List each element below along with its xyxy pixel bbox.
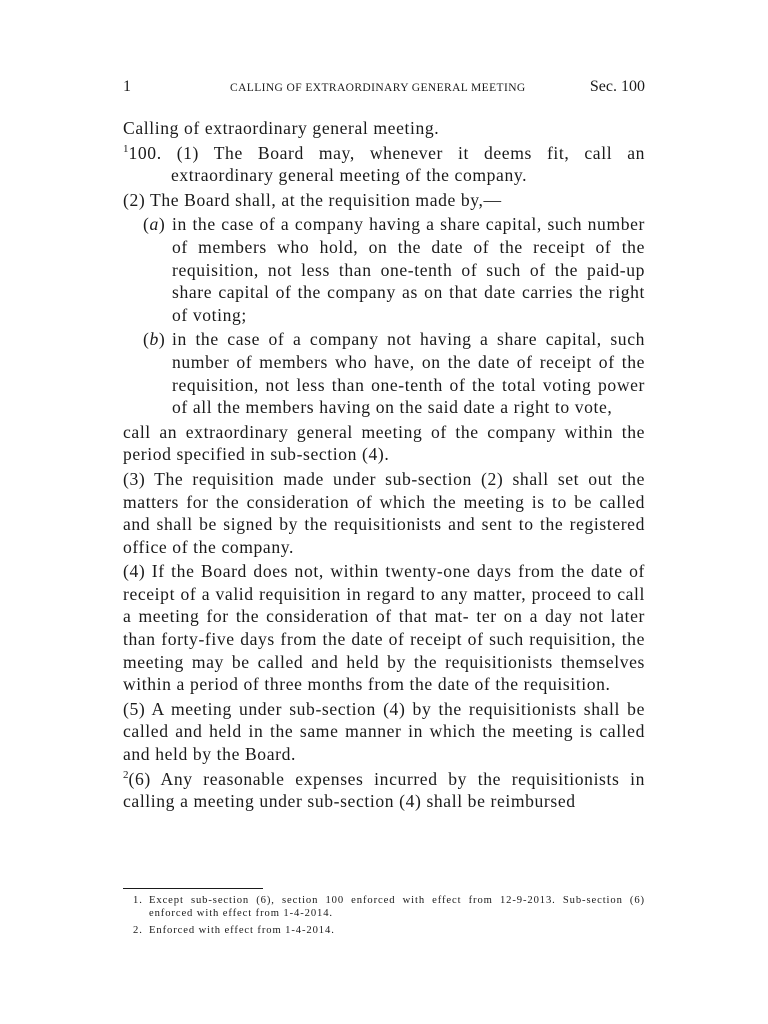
- subsection-1-text: 100. (1) The Board may, whenever it deems fit, call an extraordinary general meeting of the company.: [128, 142, 645, 186]
- subsection-6: [123, 768, 645, 813]
- footnote-1: [123, 894, 645, 920]
- page-number: 1: [123, 78, 131, 95]
- subsection-3: (3) The requisition made under sub-section (2) shall set out the matters for the consideration of which the meeting is to be called and shall be signed by the requisitionists and sent to the registered office of the company.: [123, 468, 645, 557]
- subsection-4: (4) If the Board does not, within twenty-one days from the date of receipt of a valid requisition in regard to any matter, proceed to call a meeting for the consideration of that mat- ter on a day not later than forty-five days from the date of receipt of such requisition, the meeting may be called and held by the requisitionists themselves within a period of three months from the date of the requisition.: [123, 561, 645, 695]
- subsection-1: [123, 142, 645, 187]
- footnote-text: Except sub-section (6), section 100 enforced with effect from 12-9-2013. Sub-section (6) enforced with effect from 1-4-2014.: [149, 895, 645, 920]
- footnote-text: Enforced with effect from 1-4-2014.: [149, 925, 335, 937]
- subsection-5: (5) A meeting under sub-section (4) by the requisitionists shall be called and held in the same manner in which the meeting is called and held by the Board.: [123, 698, 645, 765]
- footnote-ref-1[interactable]: 1: [123, 142, 129, 155]
- footnotes: [123, 894, 645, 942]
- subsection-2-intro: (2) The Board shall, at the requisition made by,—: [123, 189, 502, 210]
- footnote-ref-2[interactable]: 2: [123, 768, 129, 781]
- section-heading: Calling of extraordinary general meeting.: [123, 118, 440, 138]
- clause-b: [123, 328, 645, 418]
- subsection-6-text: (6) Any reasonable expenses incurred by the requisitionists in calling a meeting under sub-section (4) shall be reimbursed: [123, 768, 645, 812]
- footnote-2: [123, 924, 645, 937]
- clause-a-marker: (a): [143, 214, 166, 235]
- clause-a: [123, 213, 645, 326]
- running-head-title: CALLING OF EXTRAORDINARY GENERAL MEETING: [230, 82, 526, 94]
- statute-body: [123, 117, 645, 815]
- clause-b-text: in the case of a company not having a share capital, such number of members who have, on the date of receipt of the requisition, not less than one-tenth of the total voting power of all the members having on the said date a right to vote,: [172, 329, 645, 418]
- subsection-2-tail: call an extraordinary general meeting of the company within the period specified in sub-section (4).: [123, 421, 645, 465]
- footnote-number: 1.: [133, 895, 143, 906]
- section-reference: Sec. 100: [589, 78, 645, 95]
- clause-b-marker: (b): [143, 329, 166, 350]
- clause-a-text: in the case of a company having a share capital, such number of members who hold, on the date of the receipt of the requisition, not less than one-tenth of such of the paid-up share capital of the company as on that date carries the right of voting;: [172, 214, 645, 325]
- running-head: [123, 78, 645, 100]
- footnote-number: 2.: [133, 925, 143, 937]
- footnote-divider: [123, 888, 263, 889]
